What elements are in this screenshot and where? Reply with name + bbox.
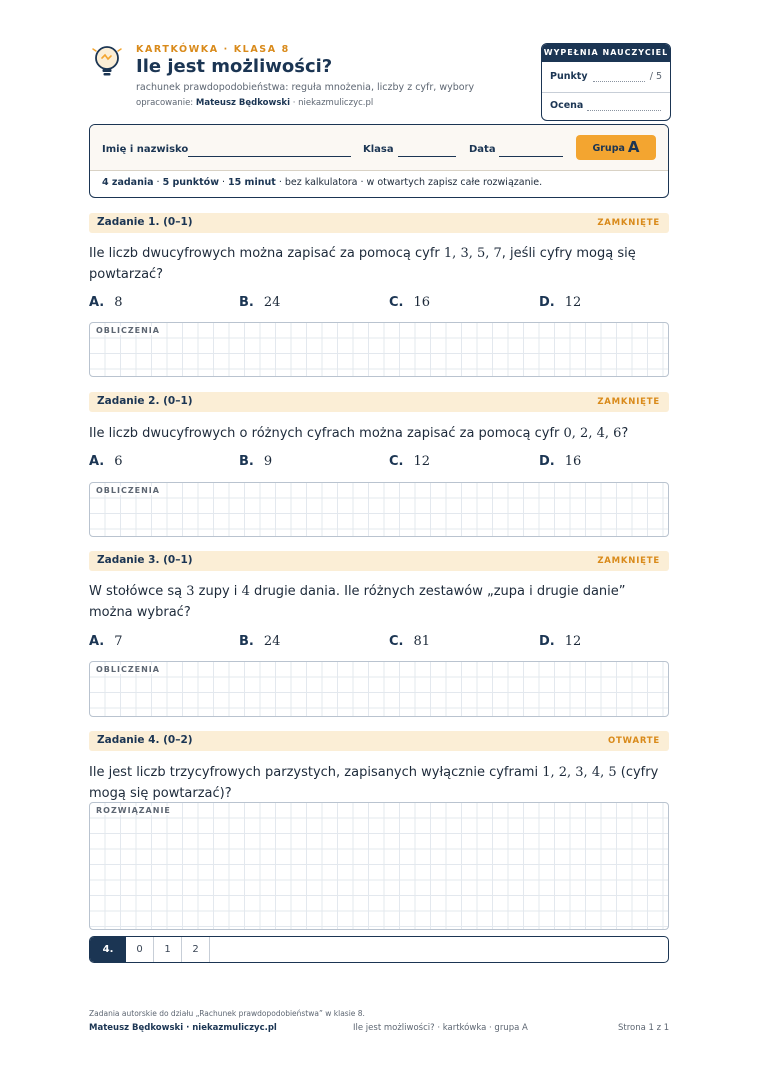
lightbulb-logo-icon	[90, 43, 124, 79]
teacher-box-title: WYPEŁNIA NAUCZYCIEL	[542, 44, 670, 62]
author-name: Mateusz Będkowski	[195, 98, 291, 108]
page-subtitle: rachunek prawdopodobieństwa: reguła mnożenia, liczby z cyfr, wybory	[136, 82, 475, 93]
answer-value: 12	[564, 634, 582, 649]
task-4-question-math: 1, 2, 3, 4, 5	[542, 765, 617, 780]
task-2-header	[89, 392, 669, 412]
teacher-box	[541, 43, 671, 121]
answer-letter: D.	[539, 634, 555, 649]
task-1-header	[89, 213, 669, 233]
class-label: Klasa	[363, 144, 394, 155]
answer-value: 12	[564, 295, 582, 310]
answer-letter: B.	[239, 634, 254, 649]
info-points: 5 punktów	[162, 177, 219, 188]
answer-value: 81	[413, 634, 431, 649]
task-2-work-area[interactable]	[89, 482, 669, 537]
answer-letter: B.	[239, 295, 254, 310]
task-2-question	[89, 423, 669, 444]
task-3-answer-c[interactable]	[389, 634, 430, 649]
task-1-question-math: 1, 3, 5, 7	[443, 246, 502, 261]
name-field[interactable]	[188, 156, 351, 157]
task-3-question-math-2: 4	[241, 584, 250, 599]
task-3-type: ZAMKNIĘTE	[597, 556, 660, 566]
answer-letter: D.	[539, 295, 555, 310]
answer-letter: D.	[539, 454, 555, 469]
footer-center: Ile jest możliwości? · kartkówka · grupa A	[353, 1023, 528, 1033]
task-4-solution-area[interactable]	[89, 802, 669, 930]
task-4-work-label: ROZWIĄZANIE	[96, 806, 171, 815]
task-3-question-text: W stołówce są	[89, 584, 187, 599]
author-line	[136, 98, 373, 108]
class-field[interactable]	[398, 156, 456, 157]
task-3-title: Zadanie 3. (0–1)	[97, 554, 193, 566]
group-badge	[576, 135, 656, 160]
page-title: Ile jest możliwości?	[136, 56, 333, 77]
grade-row	[550, 100, 662, 111]
task-3-answer-b[interactable]	[239, 634, 280, 649]
task-2-question-text: Ile liczb dwucyfrowych o różnych cyfrach można zapisać za pomocą cyfr	[89, 426, 564, 441]
answer-value: 7	[114, 634, 123, 649]
worksheet-kicker: KARTKÓWKA · KLASA 8	[136, 44, 290, 55]
points-field[interactable]	[593, 81, 645, 82]
task-3-question-mid: zupy i	[194, 584, 242, 599]
task-2-question-end: ?	[621, 426, 629, 441]
task-2-title: Zadanie 2. (0–1)	[97, 395, 193, 407]
answer-value: 16	[564, 454, 582, 469]
answer-letter: C.	[389, 295, 404, 310]
footer-note: Zadania autorskie do działu „Rachunek prawdopodobieństwa” w klasie 8.	[89, 1009, 365, 1018]
task-1-question-text: Ile liczb dwucyfrowych można zapisać za pomocą cyfr	[89, 246, 444, 261]
answer-value: 8	[114, 295, 123, 310]
task-1-answer-a[interactable]	[89, 295, 123, 310]
score-option-1[interactable]: 1	[154, 937, 182, 962]
answer-value: 24	[263, 295, 281, 310]
task-2-work-label: OBLICZENIA	[96, 486, 160, 495]
task-3-work-label: OBLICZENIA	[96, 665, 160, 674]
group-letter: A	[627, 138, 640, 156]
task-3-question	[89, 581, 669, 623]
task-4-question-text: Ile jest liczb trzycyfrowych parzystych, zapisanych wyłącznie cyframi	[89, 765, 543, 780]
task-3-question-end: drugie dania. Ile różnych zestawów „zupa i drugie danie” można wybrać?	[89, 584, 626, 620]
teacher-box-divider	[542, 92, 670, 93]
answer-letter: C.	[389, 634, 404, 649]
test-info: 4 zadania · 5 punktów · 15 minut · bez kalkulatora · w otwartych zapisz całe rozwiązanie.	[102, 177, 543, 188]
info-tasks: 4 zadania	[102, 177, 154, 188]
footer-author: Mateusz Będkowski · niekazmuliczyc.pl	[89, 1023, 277, 1033]
task-1-work-label: OBLICZENIA	[96, 326, 160, 335]
task-4-question	[89, 762, 669, 804]
date-label: Data	[469, 144, 496, 155]
answer-letter: A.	[89, 634, 105, 649]
task-3-question-math-1: 3	[186, 584, 195, 599]
student-info-box	[89, 124, 669, 198]
answer-value: 24	[263, 634, 281, 649]
task-2-answer-c[interactable]	[389, 454, 430, 469]
task-1-question	[89, 243, 669, 285]
score-option-2[interactable]: 2	[182, 937, 210, 962]
points-row	[550, 71, 662, 82]
task-3-work-area[interactable]	[89, 661, 669, 717]
task-2-question-math: 0, 2, 4, 6	[563, 426, 622, 441]
task-3-header	[89, 551, 669, 571]
info-rest: · bez kalkulatora · w otwartych zapisz całe rozwiązanie.	[278, 177, 543, 188]
task-1-answer-d[interactable]	[539, 295, 581, 310]
task-1-answer-c[interactable]	[389, 295, 430, 310]
task-1-question-end: , jeśli cyfry mogą się powtarzać?	[89, 246, 636, 282]
date-field[interactable]	[499, 156, 563, 157]
task-4-header	[89, 731, 669, 751]
score-task-number: 4.	[90, 937, 126, 962]
task-4-question-end: (cyfry mogą się powtarzać)?	[89, 765, 659, 801]
answer-value: 9	[263, 454, 273, 469]
task-1-title: Zadanie 1. (0–1)	[97, 216, 193, 228]
answer-letter: A.	[89, 295, 105, 310]
author-site: · niekazmuliczyc.pl	[292, 98, 374, 108]
task-2-answer-d[interactable]	[539, 454, 581, 469]
answer-value: 12	[413, 454, 431, 469]
grade-field[interactable]	[587, 110, 661, 111]
task-1-answer-b[interactable]	[239, 295, 280, 310]
task-1-work-area[interactable]	[89, 322, 669, 377]
answer-letter: C.	[389, 454, 404, 469]
task-4-score-strip	[89, 936, 669, 963]
author-prefix: opracowanie:	[136, 98, 194, 108]
points-max: / 5	[649, 71, 662, 82]
task-3-answer-a[interactable]	[89, 634, 123, 649]
answer-value: 16	[413, 295, 431, 310]
task-4-title: Zadanie 4. (0–2)	[97, 734, 193, 746]
footer-page: Strona 1 z 1	[618, 1023, 670, 1033]
info-time: 15 minut	[228, 177, 276, 188]
task-2-type: ZAMKNIĘTE	[597, 397, 660, 407]
student-fields-row	[90, 125, 668, 171]
task-2-answer-b[interactable]	[239, 454, 272, 469]
task-1-type: ZAMKNIĘTE	[597, 218, 660, 228]
name-label: Imię i nazwisko	[102, 144, 189, 155]
points-label: Punkty	[550, 71, 588, 82]
score-option-0[interactable]: 0	[126, 937, 154, 962]
grade-label: Ocena	[550, 100, 584, 111]
answer-letter: B.	[239, 454, 254, 469]
task-2-answer-a[interactable]	[89, 454, 123, 469]
task-3-answer-d[interactable]	[539, 634, 581, 649]
answer-value: 6	[114, 454, 123, 469]
answer-letter: A.	[89, 454, 105, 469]
task-4-type: OTWARTE	[608, 736, 660, 746]
group-label: Grupa	[592, 143, 625, 154]
